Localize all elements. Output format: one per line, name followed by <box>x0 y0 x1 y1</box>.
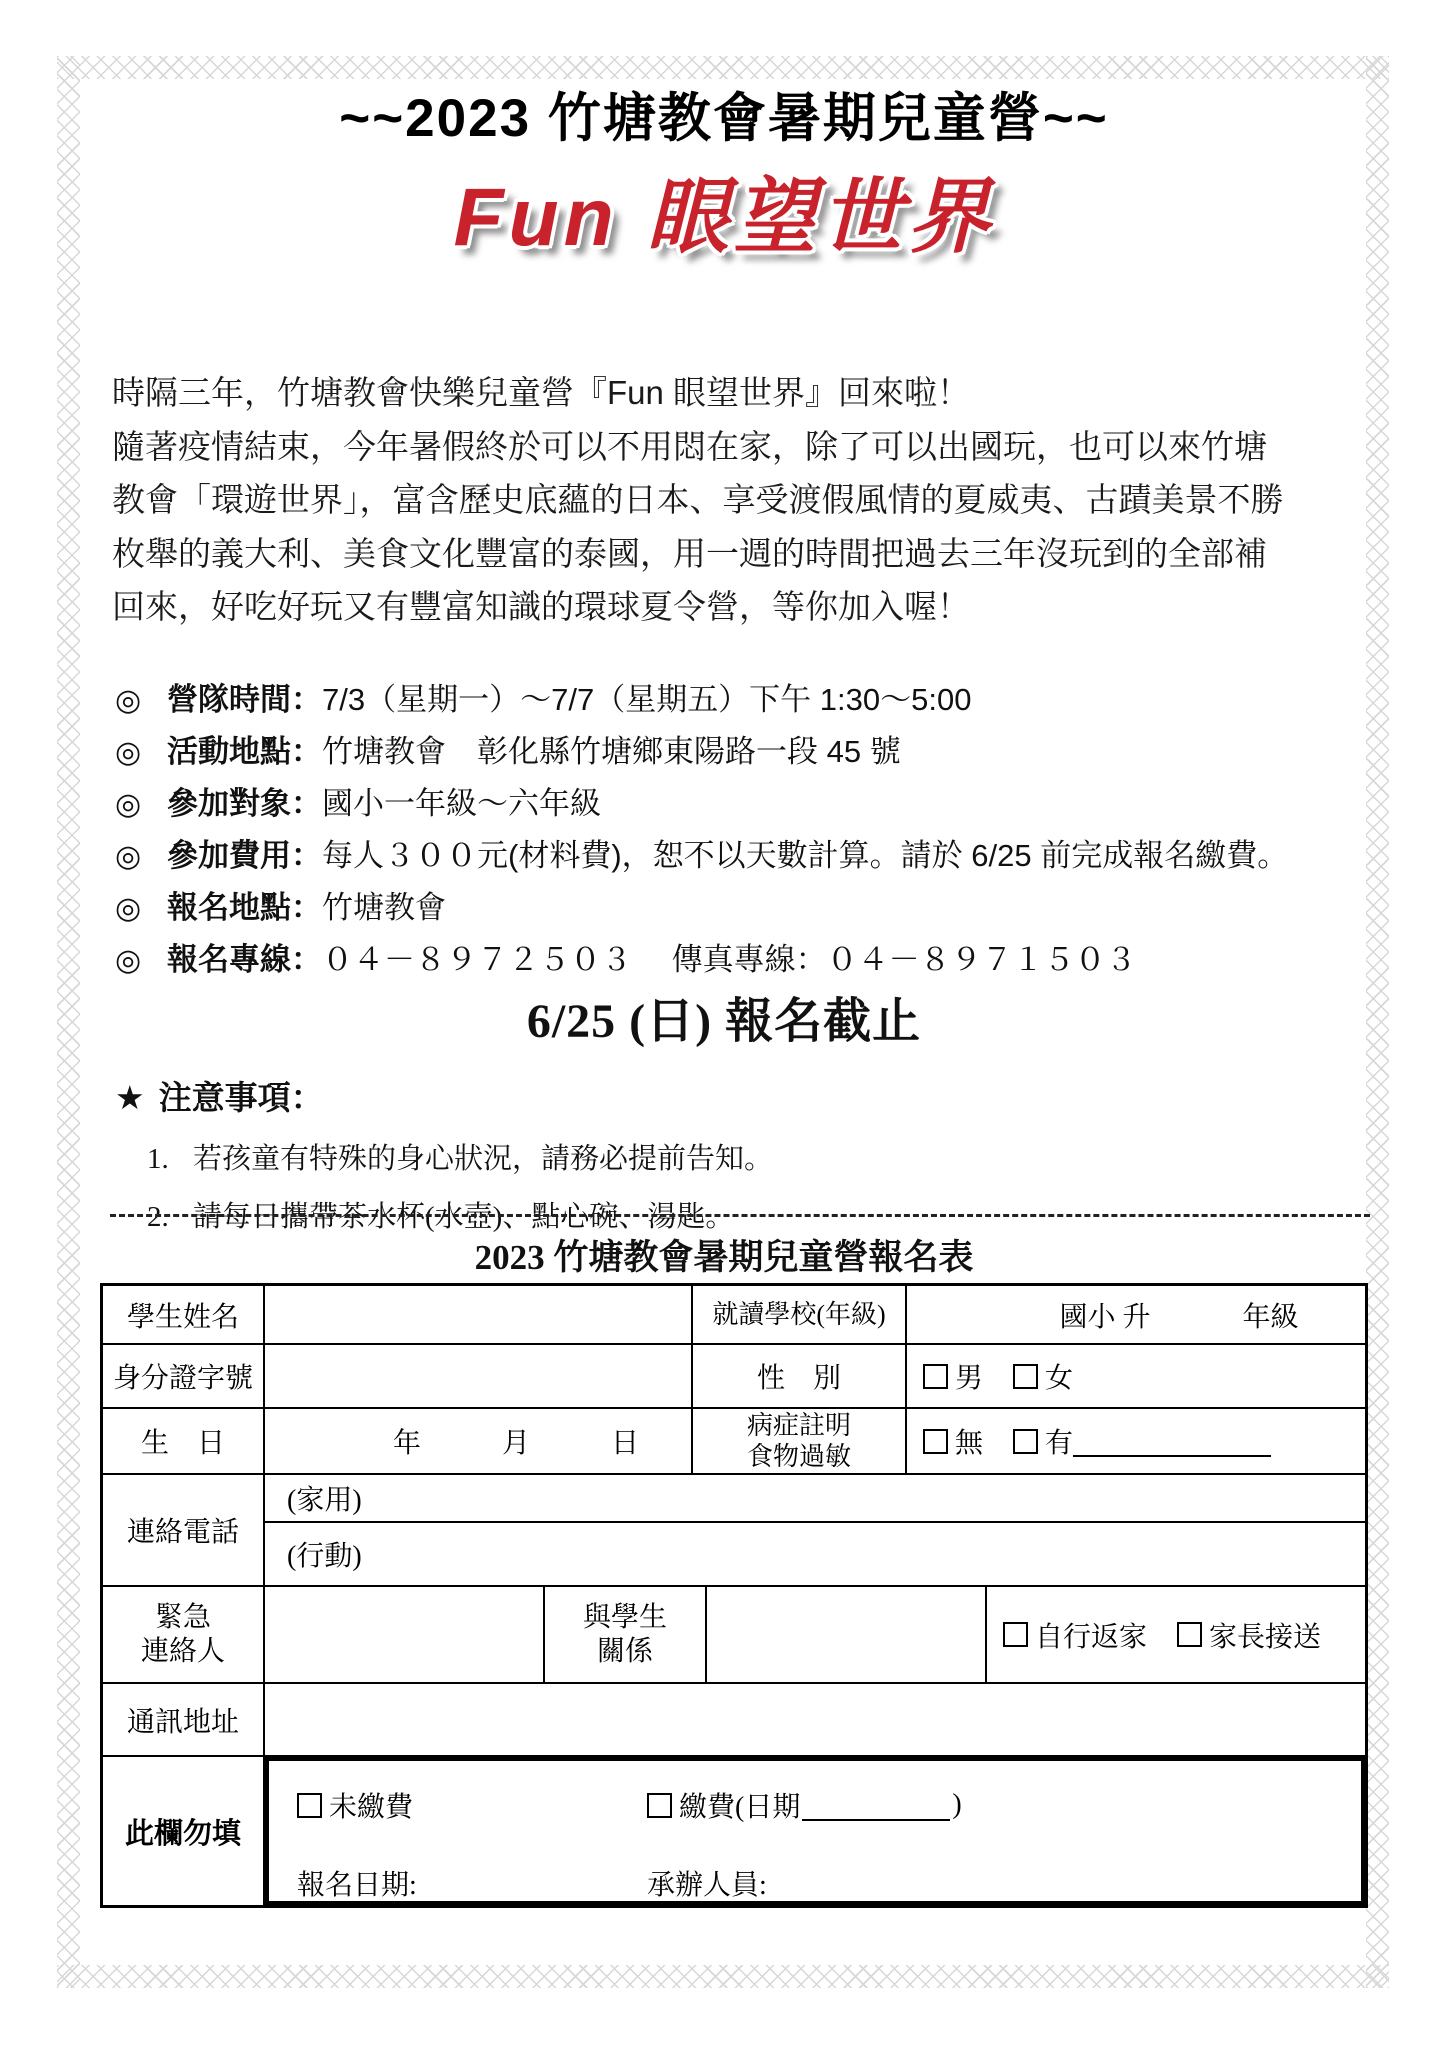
note-text: 若孩童有特殊的身心狀況，請務必提前告知。 <box>193 1143 774 1175</box>
illness-label-line2: 食物過敏 <box>746 1442 851 1471</box>
illness-option-yes <box>1013 1421 1271 1461</box>
table-row-emergency <box>103 1587 1365 1684</box>
field-label-id: 身分證字號 <box>103 1345 265 1407</box>
phone-inputs <box>265 1475 1365 1585</box>
illness-detail-input[interactable] <box>1073 1425 1271 1457</box>
checkbox-female[interactable] <box>1013 1364 1038 1389</box>
page-border-bottom <box>57 1965 1389 1988</box>
bullet-icon: ◎ <box>115 840 142 873</box>
intro-line: 枚舉的義大利、美食文化豐富的泰國，用一週的時間把過去三年沒玩到的全部補 <box>112 534 1267 572</box>
phone-mobile-label: (行動) <box>287 1541 362 1572</box>
info-item-signup-place <box>115 882 1288 934</box>
emergency-label-line1: 緊急 <box>154 1601 211 1633</box>
checkbox-self-return[interactable] <box>1003 1622 1028 1647</box>
table-row-office-use <box>103 1757 1365 1905</box>
relation-label-line2: 關係 <box>596 1635 653 1667</box>
pickup-option-self <box>1003 1615 1147 1655</box>
bullet-icon: ◎ <box>115 892 142 925</box>
gender-male-label: 男 <box>955 1363 984 1394</box>
info-value: 竹塘教會 彰化縣竹塘鄉東陽路一段 45 號 <box>322 734 901 769</box>
id-number-input[interactable] <box>265 1345 693 1407</box>
unit-year: 年 <box>393 1428 422 1459</box>
info-value: ０４－８９７２５０３ 傳真專線：０４－８９７１５０３ <box>322 942 1137 977</box>
bullet-icon: ◎ <box>115 736 142 769</box>
school-suffix: 年級 <box>1242 1301 1299 1333</box>
illness-label-line1: 病症註明 <box>746 1411 851 1440</box>
field-label-birthday: 生 日 <box>103 1409 265 1473</box>
intro-paragraph <box>112 366 1377 634</box>
reg-date-label: 報名日期: <box>297 1870 417 1901</box>
checkbox-unpaid[interactable] <box>297 1793 322 1818</box>
emergency-label-line2: 連絡人 <box>140 1635 225 1667</box>
info-label: 報名專線： <box>167 942 322 977</box>
page-title: ~~2023 竹塘教會暑期兒童營~~ <box>339 89 1109 148</box>
intro-line: 回來，好吃好玩又有豐富知識的環球夏令營，等你加入喔！ <box>112 588 970 625</box>
paid-date-input[interactable] <box>802 1789 950 1821</box>
info-value: 國小一年級～六年級 <box>322 786 601 821</box>
pickup-self-label: 自行返家 <box>1035 1621 1148 1653</box>
illness-option-none <box>923 1421 983 1461</box>
camp-logo: Fun 眼望世界 <box>453 172 995 263</box>
camp-info-list <box>115 674 1288 986</box>
payment-option-unpaid <box>297 1785 647 1825</box>
phone-home-input[interactable] <box>265 1475 1365 1523</box>
table-row-birthday-illness <box>103 1409 1365 1475</box>
checkbox-has-illness[interactable] <box>1013 1429 1038 1454</box>
info-item-fee <box>115 830 1288 882</box>
table-row-phone <box>103 1475 1365 1587</box>
checkbox-paid[interactable] <box>647 1793 672 1818</box>
field-label-office-use: 此欄勿填 <box>103 1757 265 1905</box>
info-label: 參加對象： <box>167 786 322 821</box>
payment-option-paid <box>647 1785 1361 1825</box>
info-value: 竹塘教會 <box>322 890 446 925</box>
paid-label-suffix: ) <box>952 1789 962 1820</box>
checkbox-parent-pickup[interactable] <box>1177 1622 1202 1647</box>
table-row-address <box>103 1684 1365 1757</box>
field-label-school: 就讀學校(年級) <box>693 1286 907 1343</box>
illness-none-label: 無 <box>955 1428 984 1459</box>
info-value: 7/3（星期一）～7/7（星期五）下午 1:30～5:00 <box>322 682 972 717</box>
info-label: 活動地點： <box>167 734 322 769</box>
form-title: 2023 竹塘教會暑期兒童營報名表 <box>474 1238 974 1277</box>
dashed-divider <box>110 1214 1370 1217</box>
gender-options-cell <box>907 1345 1365 1407</box>
birthday-input[interactable] <box>265 1409 693 1473</box>
staff-field <box>647 1863 1361 1903</box>
phone-home-label: (家用) <box>287 1485 362 1516</box>
staff-label: 承辦人員: <box>647 1870 767 1901</box>
field-label-student-name: 學生姓名 <box>103 1286 265 1343</box>
address-input[interactable] <box>265 1684 1365 1755</box>
note-text: 請每日攜帶茶水杯(水壺)、點心碗、湯匙。 <box>193 1201 735 1233</box>
intro-line: 時隔三年，竹塘教會快樂兒童營『Fun 眼望世界』回來啦！ <box>112 374 971 411</box>
paid-label-prefix: 繳費(日期 <box>679 1792 801 1823</box>
info-label: 參加費用： <box>167 838 322 873</box>
bullet-icon: ◎ <box>115 788 142 821</box>
bullet-icon: ◎ <box>115 944 142 977</box>
pickup-parent-label: 家長接送 <box>1209 1621 1322 1653</box>
info-label: 營隊時間： <box>167 682 322 717</box>
gender-option-female <box>1013 1356 1073 1396</box>
field-label-illness <box>693 1409 907 1473</box>
field-label-address: 通訊地址 <box>103 1684 265 1755</box>
registration-date-field <box>297 1863 647 1903</box>
relation-input[interactable] <box>707 1587 987 1682</box>
info-item-hotline <box>115 934 1288 986</box>
note-number: 1. <box>147 1143 169 1175</box>
registration-form-table <box>100 1283 1368 1908</box>
school-grade-cell[interactable] <box>907 1286 1365 1343</box>
info-value: 每人３００元(材料費)，恕不以天數計算。請於 6/25 前完成報名繳費。 <box>322 838 1289 873</box>
info-label: 報名地點： <box>167 890 322 925</box>
notes-section <box>115 1072 773 1235</box>
emergency-name-input[interactable] <box>265 1587 545 1682</box>
pickup-option-parent <box>1177 1615 1321 1655</box>
note-number: 2. <box>147 1201 169 1233</box>
illness-options-cell <box>907 1409 1365 1473</box>
unit-day: 日 <box>610 1428 639 1459</box>
intro-line: 教會「環遊世界」，富含歷史底蘊的日本、享受渡假風情的夏威夷、古蹟美景不勝 <box>112 481 1284 518</box>
info-item-time <box>115 674 1288 726</box>
unpaid-label: 未繳費 <box>329 1792 414 1823</box>
gender-female-label: 女 <box>1045 1363 1074 1394</box>
school-prefix: 國小 升 <box>1059 1301 1151 1333</box>
notes-header <box>115 1072 773 1119</box>
notes-title: 注意事項： <box>158 1081 324 1117</box>
note-item <box>115 1136 773 1177</box>
info-item-location <box>115 726 1288 778</box>
student-name-input[interactable] <box>265 1286 693 1343</box>
table-row-student-name <box>103 1286 1365 1345</box>
info-item-participants <box>115 778 1288 830</box>
phone-mobile-input[interactable] <box>265 1523 1365 1585</box>
table-row-id-gender <box>103 1345 1365 1409</box>
unit-month: 月 <box>501 1428 530 1459</box>
pickup-options-cell <box>987 1587 1365 1682</box>
intro-line: 隨著疫情結束，今年暑假終於可以不用悶在家，除了可以出國玩，也可以來竹塘 <box>112 427 1267 465</box>
gender-option-male <box>923 1356 983 1396</box>
office-use-cell <box>265 1757 1365 1905</box>
field-label-phone: 連絡電話 <box>103 1475 265 1585</box>
deadline-heading: 6/25 (日) 報名截止 <box>526 995 922 1048</box>
bullet-icon: ◎ <box>115 684 142 717</box>
illness-yes-label: 有 <box>1045 1428 1074 1459</box>
field-label-emergency <box>103 1587 265 1682</box>
checkbox-no-illness[interactable] <box>923 1429 948 1454</box>
checkbox-male[interactable] <box>923 1364 948 1389</box>
relation-label-line1: 與學生 <box>582 1601 667 1633</box>
star-icon: ★ <box>115 1078 145 1117</box>
field-label-gender: 性 別 <box>693 1345 907 1407</box>
field-label-relation <box>545 1587 707 1682</box>
